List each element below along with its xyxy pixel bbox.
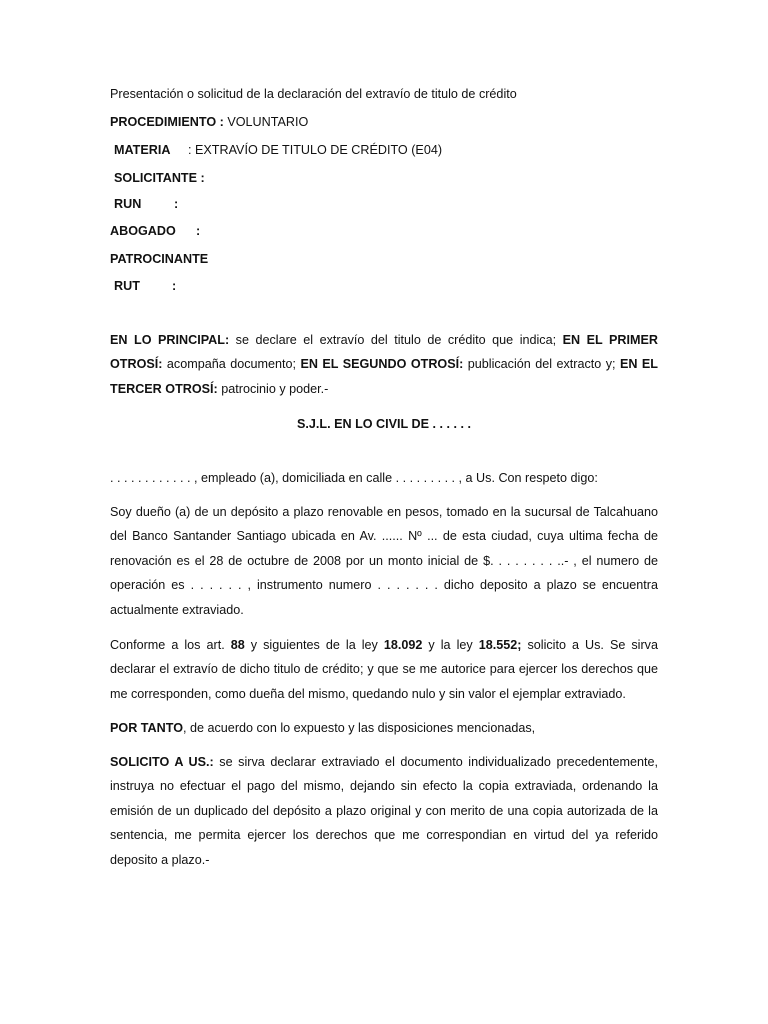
procedimiento-value: VOLUNTARIO [227, 115, 309, 129]
p2-text-c: y siguientes de la ley [244, 638, 384, 652]
body-paragraph-4 [110, 750, 658, 872]
segundo-otrosi-label: EN EL SEGUNDO OTROSÍ: [300, 357, 464, 372]
solicitante-row [110, 170, 205, 186]
p2-law-2: 18.552; [478, 638, 522, 652]
solicitante-label: SOLICITANTE : [114, 171, 205, 185]
rut-colon: : [172, 279, 177, 293]
patrocinante-row [110, 251, 208, 267]
rut-label: RUT [114, 279, 140, 293]
principal-text: se declare el extravío del titulo de crédito que indica; [229, 333, 563, 347]
primer-otrosi-label: EN EL PRIMER OTROSÍ: [110, 333, 658, 372]
intro-line: . . . . . . . . . . . . , empleado (a), domiciliada en calle . . . . . . . . . , a Us. Con respeto digo: [110, 471, 598, 485]
tercer-otrosi-label: EN EL TERCER OTROSÍ: [110, 357, 659, 396]
court-heading: S.J.L. EN LO CIVIL DE . . . . . . [296, 417, 471, 431]
procedimiento-label: PROCEDIMIENTO : [110, 115, 224, 129]
tercer-otrosi-text: patrocinio y poder.- [217, 381, 329, 396]
materia-label: MATERIA [114, 143, 171, 157]
materia-value: : EXTRAVÍO DE TITULO DE CRÉDITO (E04) [188, 143, 443, 157]
body-paragraph-2 [110, 633, 658, 706]
p2-text-a: Conforme a los art. [110, 638, 231, 652]
run-row [110, 196, 210, 212]
primer-otrosi-text: acompaña documento; [162, 357, 301, 372]
solicito-text: se sirva declarar extraviado el documento individualizado precedentemente, instruya no efectuar el pago del mismo, dejando sin efecto la copia extraviada, ordenando la emisión de un duplicado del depósito a plazo original y con merito de una copia autorizada de la sentencia, me permita ejercer los derechos que me correspondian en virtud del ya referido deposito a plazo.- [110, 755, 659, 867]
p2-article: 88 [230, 638, 245, 652]
p2-law-1: 18.092 [383, 638, 423, 652]
summary-paragraph [110, 328, 658, 401]
principal-label: EN LO PRINCIPAL: [110, 333, 230, 347]
body-paragraph-3 [110, 716, 658, 740]
abogado-row [110, 223, 210, 239]
procedimiento-row [110, 114, 308, 130]
p2-text-e: y la ley [422, 638, 479, 652]
abogado-colon: : [196, 224, 201, 238]
patrocinante-label: PATROCINANTE [110, 252, 209, 266]
materia-row [110, 142, 443, 158]
segundo-otrosi-text: publicación del extracto y; [463, 357, 620, 372]
por-tanto-label: POR TANTO [110, 721, 183, 735]
document-title: Presentación o solicitud de la declaración del extravío de titulo de crédito [110, 87, 517, 101]
run-colon: : [174, 197, 179, 211]
por-tanto-text: , de acuerdo con lo expuesto y las disposiciones mencionadas, [183, 721, 536, 735]
abogado-label: ABOGADO [110, 224, 176, 238]
solicito-label: SOLICITO A US.: [110, 755, 214, 769]
p2-text-g: solicito a Us. Se sirva declarar el extravío de dicho titulo de crédito; y que se me autorice para ejercer los derechos que me corresponden, como dueña del mismo, quedando nulo y sin valor el ejemplar extraviado. [110, 638, 658, 701]
body-paragraph-1: Soy dueño (a) de un depósito a plazo renovable en pesos, tomado en la sucursal de Talcahuano del Banco Santander Santiago ubicada en Av. ...... Nº ... de esta ciudad, cuya ultima fecha de renovación es el 28 de octubre de 2008 por un monto inicial de $. . . . . . . . ..- , el numero de operación es . . . . . . , instrumento numero . . . . . . . dicho deposito a plazo se encuentra actualmente extraviado. [110, 505, 658, 617]
rut-row [110, 278, 210, 294]
run-label: RUN [114, 197, 142, 211]
